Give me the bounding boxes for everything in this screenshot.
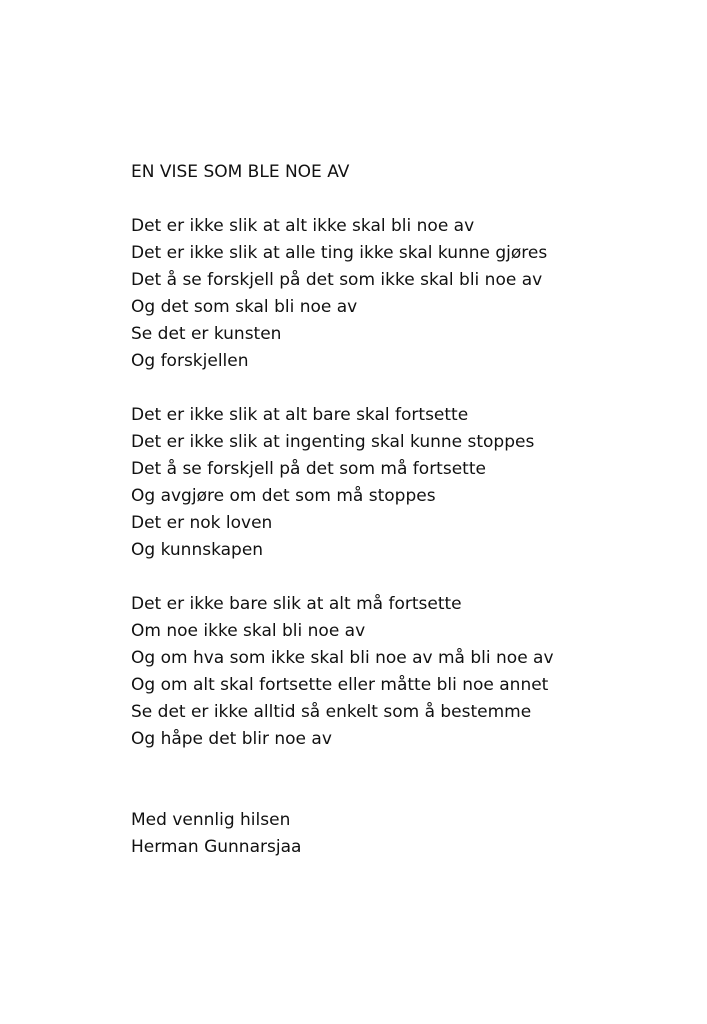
poem-line: Det er ikke slik at alle ting ikke skal kunne gjøres: [131, 243, 548, 263]
stanza-3: [131, 591, 691, 753]
closing-greeting: Med vennlig hilsen: [131, 810, 291, 830]
poem-line: Se det er ikke alltid så enkelt som å bestemme: [131, 702, 532, 722]
poem-line: Se det er kunsten: [131, 324, 282, 344]
poem-line: Og håpe det blir noe av: [131, 729, 332, 749]
poem-line: Og forskjellen: [131, 351, 249, 371]
poem-title: EN VISE SOM BLE NOE AV: [131, 162, 350, 182]
poem-line: Og kunnskapen: [131, 540, 264, 560]
spacer: [131, 186, 691, 213]
poem-line: Og om hva som ikke skal bli noe av må bli noe av: [131, 648, 554, 668]
poem-line: Det å se forskjell på det som må fortsette: [131, 459, 486, 479]
poem-text: [131, 159, 691, 861]
poem-line: Det er nok loven: [131, 513, 273, 533]
author-name: Herman Gunnarsjaa: [131, 837, 302, 857]
spacer: [131, 564, 691, 591]
poem-line: Og avgjøre om det som må stoppes: [131, 486, 436, 506]
spacer: [131, 375, 691, 402]
poem-line: Og om alt skal fortsette eller måtte bli noe annet: [131, 675, 549, 695]
poem-line: Det er ikke bare slik at alt må fortsette: [131, 594, 462, 614]
poem-line: Og det som skal bli noe av: [131, 297, 358, 317]
stanza-1: [131, 213, 691, 375]
poem-line: Det er ikke slik at alt ikke skal bli noe av: [131, 216, 475, 236]
poem-line: Det er ikke slik at ingenting skal kunne stoppes: [131, 432, 535, 452]
poem-line: Det er ikke slik at alt bare skal fortsette: [131, 405, 469, 425]
stanza-2: [131, 402, 691, 564]
poem-line: Det å se forskjell på det som ikke skal bli noe av: [131, 270, 543, 290]
poem-line: Om noe ikke skal bli noe av: [131, 621, 366, 641]
closing: [131, 807, 691, 861]
spacer: [131, 753, 691, 807]
